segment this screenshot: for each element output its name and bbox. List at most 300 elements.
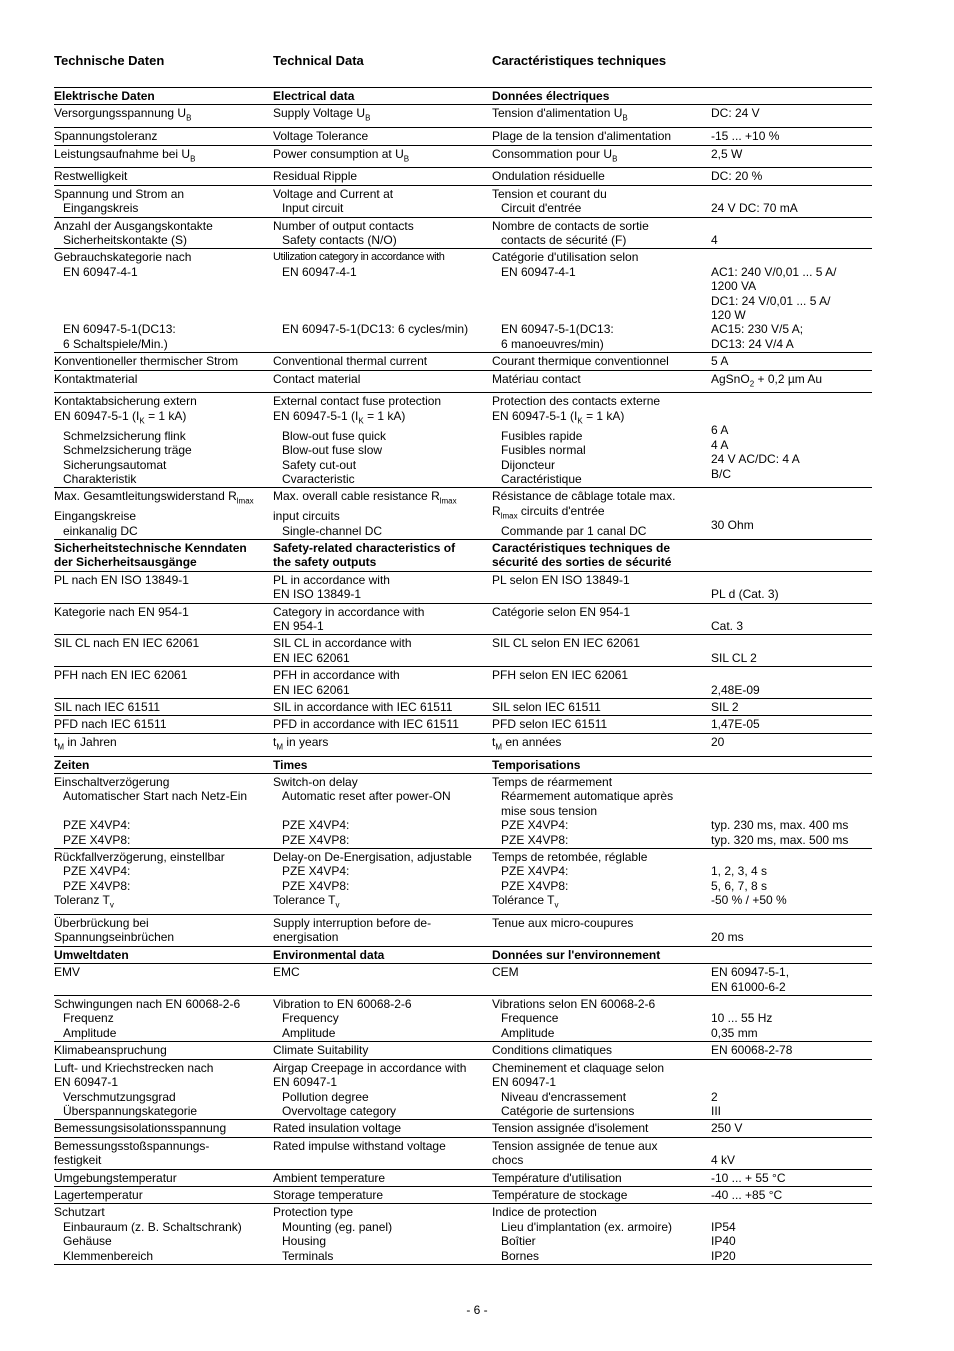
cell-german — [54, 488, 273, 540]
cell-line: Switch-on delay — [273, 775, 358, 789]
cell-line: Schwingungen nach EN 60068-2-6 — [54, 997, 241, 1012]
cell-line: Circuit d'entrée — [501, 201, 582, 216]
cell-english — [273, 128, 492, 145]
cell-german — [54, 1059, 273, 1120]
table-row — [54, 370, 872, 393]
cell-line — [273, 804, 492, 818]
cell-line: Boîtier — [501, 1234, 536, 1249]
cell-english — [273, 667, 492, 699]
cell-line: Courant thermique conventionnel — [492, 354, 669, 369]
cell-line: 0,35 mm — [711, 1025, 758, 1040]
cell-line: Toleranz $T_v$ — [54, 893, 114, 910]
table-row — [54, 185, 872, 217]
cell-german — [54, 128, 273, 145]
cell-line: Blow-out fuse quick — [282, 428, 387, 443]
cell-line: Safety contacts (N/O) — [282, 233, 397, 248]
cell-line: PZE X4VP8: — [501, 878, 569, 893]
cell-line: 10 ... 55 Hz — [711, 1011, 773, 1026]
cell-line: Caractéristiques techniques de — [492, 540, 671, 555]
cell-english — [273, 539, 492, 571]
cell-line: PFD selon IEC 61511 — [492, 717, 608, 732]
cell-line — [711, 636, 872, 650]
cell-line: DC1: 24 V/0,01 ... 5 A/ — [711, 293, 831, 308]
cell-line: AC1: 240 V/0,01 ... 5 A/ — [711, 264, 837, 279]
cell-line: EN 60947-4-1 — [501, 264, 576, 279]
cell-line: Supply Voltage $U_B$ — [273, 106, 371, 123]
cell-line: Housing — [282, 1234, 327, 1249]
cell-french — [492, 249, 711, 353]
cell-line: -10 ... + 55 °C — [711, 1170, 786, 1185]
cell-line: PFH in accordance with — [273, 668, 400, 683]
cell-line: PZE X4VP8: — [63, 878, 131, 893]
cell-french — [492, 849, 711, 915]
cell-german — [54, 1120, 273, 1137]
cell-line: EN IEC 62061 — [273, 682, 350, 697]
cell-line: Single-channel DC — [282, 523, 383, 538]
cell-line: Eingangskreise — [54, 509, 137, 524]
cell-line: Cvaracteristic — [282, 471, 355, 486]
cell-french — [492, 698, 711, 715]
cell-line: Sicherheitskontakte (S) — [63, 233, 188, 248]
cell-german — [54, 849, 273, 915]
table-row — [54, 1186, 872, 1203]
cell-line: Nombre de contacts de sortie — [492, 218, 649, 233]
cell-line: Airgap Creepage in accordance with — [273, 1060, 467, 1075]
cell-line: Amplitude — [282, 1025, 336, 1040]
cell-line: Caractéristique — [501, 471, 582, 486]
cell-german — [54, 733, 273, 756]
cell-english — [273, 915, 492, 947]
cell-line — [711, 187, 872, 201]
cell-line — [711, 409, 872, 423]
cell-line: Mounting (eg. panel) — [282, 1219, 393, 1234]
cell-line: Protection des contacts externe — [492, 394, 661, 409]
cell-english — [273, 1059, 492, 1120]
cell-line — [273, 279, 492, 293]
cell-line: EN 60947-1 — [273, 1075, 338, 1090]
cell-line: Catégorie selon EN 954-1 — [492, 604, 631, 619]
cell-line: Vibrations selon EN 60068-2-6 — [492, 997, 656, 1012]
cell-line — [711, 668, 872, 682]
cell-value — [711, 698, 872, 715]
cell-french — [492, 393, 711, 488]
cell-value — [711, 667, 872, 699]
cell-french — [492, 1120, 711, 1137]
cell-english — [273, 168, 492, 185]
cell-value — [711, 249, 872, 353]
cell-line: 1200 VA — [711, 279, 757, 294]
table-row — [54, 145, 872, 168]
cell-line: PZE X4VP4: — [282, 864, 350, 879]
cell-value — [711, 185, 872, 217]
cell-french — [492, 488, 711, 540]
cell-line: EN 60947-5-1(DC13: — [501, 322, 614, 337]
cell-french — [492, 756, 711, 773]
cell-line: DC: 20 % — [711, 169, 763, 184]
cell-line: Spannung und Strom an — [54, 186, 185, 201]
cell-line: PZE X4VP8: — [282, 832, 350, 847]
cell-value — [711, 1059, 872, 1120]
cell-line: EN ISO 13849-1 — [273, 587, 362, 602]
cell-line: Voltage Tolerance — [273, 129, 369, 144]
cell-line: Zeiten — [54, 757, 90, 772]
cell-line: 24 V DC: 70 mA — [711, 201, 798, 216]
table-row — [54, 996, 872, 1042]
cell-line: Température de stockage — [492, 1187, 628, 1202]
table-row — [54, 603, 872, 635]
cell-line: EN 60947-5-1 ($I_K = 1$ kA) — [54, 408, 187, 426]
cell-line: Schmelzsicherung flink — [63, 428, 186, 443]
cell-line: SIL CL in accordance with — [273, 636, 412, 651]
cell-line — [711, 573, 872, 587]
cell-french — [492, 370, 711, 393]
cell-line: EN 60947-4-1 — [63, 264, 138, 279]
cell-line: AgSnO$_2$ + 0,2 µm Au — [711, 371, 823, 389]
table-row — [54, 488, 872, 540]
cell-line: SIL CL 2 — [711, 650, 757, 665]
cell-line: Eingangskreis — [63, 201, 139, 216]
cell-line: PZE X4VP4: — [501, 818, 569, 833]
cell-line: Electrical data — [273, 89, 355, 103]
cell-line: Input circuit — [282, 201, 344, 216]
cell-german — [54, 915, 273, 947]
cell-french — [492, 996, 711, 1042]
cell-english — [273, 105, 492, 128]
cell-line: Température d'utilisation — [492, 1170, 622, 1185]
cell-german — [54, 105, 273, 128]
cell-line: SIL in accordance with IEC 61511 — [273, 699, 453, 714]
cell-line: Frequence — [501, 1011, 559, 1026]
cell-value — [711, 217, 872, 249]
cell-english — [273, 393, 492, 488]
cell-german — [54, 716, 273, 733]
cell-line: Temporisations — [492, 757, 581, 772]
cell-line: Spannungseinbrüchen — [54, 930, 175, 945]
cell-line: Dijoncteur — [501, 457, 556, 472]
cell-line: Spannungstoleranz — [54, 129, 158, 144]
table-row — [54, 1042, 872, 1059]
cell-line: Catégorie d'utilisation selon — [492, 250, 639, 265]
cell-line: Conventional thermal current — [273, 354, 428, 369]
cell-line: Luft- und Kriechstrecken nach — [54, 1060, 214, 1075]
cell-line: Fusibles normal — [501, 443, 586, 458]
cell-line: festigkeit — [54, 1153, 102, 1168]
heading-german: Technische Daten — [54, 53, 165, 68]
cell-line: 1,47E-05 — [711, 717, 760, 732]
cell-line: EN 60947-5-1(DC13: — [63, 322, 176, 337]
cell-line: Utilization category in accordance with — [273, 251, 445, 264]
section-header-row — [54, 539, 872, 571]
cell-line: Tolérance $T_v$ — [492, 893, 559, 910]
cell-value — [711, 488, 872, 540]
cell-english — [273, 185, 492, 217]
cell-line: 2,48E-09 — [711, 682, 760, 697]
cell-line: EN 60947-5-1, — [711, 965, 790, 980]
cell-line: CEM — [492, 965, 519, 980]
cell-line: PZE X4VP8: — [501, 832, 569, 847]
cell-value — [711, 88, 872, 105]
cell-line: Elektrische Daten — [54, 89, 155, 103]
cell-line: EN 60068-2-78 — [711, 1043, 793, 1058]
table-row — [54, 168, 872, 185]
cell-line: Storage temperature — [273, 1187, 384, 1202]
cell-english — [273, 1169, 492, 1186]
table-row — [54, 128, 872, 145]
heading-english: Technical Data — [273, 53, 364, 68]
cell-german — [54, 1169, 273, 1186]
cell-line: Verschmutzungsgrad — [63, 1089, 176, 1104]
cell-line: Umweltdaten — [54, 947, 129, 962]
cell-line: $t_M$ in years — [273, 734, 329, 752]
cell-value — [711, 964, 872, 996]
cell-line — [711, 541, 872, 555]
cell-line: Temps de réarmement — [492, 775, 613, 789]
cell-line: Delay-on De-Energisation, adjustable — [273, 850, 472, 865]
cell-french — [492, 1059, 711, 1120]
cell-line: Indice de protection — [492, 1205, 597, 1220]
cell-line: PZE X4VP4: — [501, 864, 569, 879]
cell-german — [54, 1186, 273, 1203]
cell-german — [54, 370, 273, 393]
cell-line — [711, 1139, 872, 1153]
cell-english — [273, 370, 492, 393]
section-header-row — [54, 88, 872, 105]
cell-english — [273, 249, 492, 353]
cell-line — [711, 1075, 872, 1089]
cell-french — [492, 145, 711, 168]
cell-english — [273, 145, 492, 168]
cell-line — [711, 250, 872, 264]
cell-line: Category in accordance with — [273, 604, 425, 619]
cell-line — [711, 1061, 872, 1075]
cell-line: Cheminement et claquage selon — [492, 1060, 665, 1075]
cell-line: 4 kV — [711, 1153, 736, 1168]
cell-value — [711, 1186, 872, 1203]
cell-value — [711, 128, 872, 145]
cell-french — [492, 964, 711, 996]
cell-german — [54, 88, 273, 105]
cell-line: Niveau d'encrassement — [501, 1089, 627, 1104]
cell-line: PFH nach EN IEC 62061 — [54, 668, 188, 683]
cell-french — [492, 1186, 711, 1203]
cell-line: External contact fuse protection — [273, 394, 442, 409]
cell-french — [492, 88, 711, 105]
table-row — [54, 915, 872, 947]
cell-line: 2,5 W — [711, 146, 743, 161]
cell-english — [273, 849, 492, 915]
cell-line: energisation — [273, 930, 339, 945]
cell-line: Catégorie de surtensions — [501, 1103, 635, 1118]
cell-line: 250 V — [711, 1121, 743, 1136]
cell-french — [492, 128, 711, 145]
cell-line: B/C — [711, 466, 732, 481]
cell-line: Tension et courant du — [492, 186, 607, 201]
cell-line — [711, 489, 872, 503]
cell-line — [711, 997, 872, 1011]
cell-french — [492, 1137, 711, 1169]
cell-value — [711, 145, 872, 168]
cell-german — [54, 996, 273, 1042]
cell-line: $t_M$ in Jahren — [54, 734, 117, 752]
cell-line: Überspannungskategorie — [63, 1103, 198, 1118]
cell-german — [54, 698, 273, 715]
cell-line: typ. 230 ms, max. 400 ms — [711, 818, 849, 833]
cell-line: Données électriques — [492, 89, 610, 103]
cell-line: Rated insulation voltage — [273, 1121, 402, 1136]
cell-line — [711, 89, 872, 103]
table-row — [54, 217, 872, 249]
cell-value — [711, 393, 872, 488]
cell-value — [711, 1042, 872, 1059]
cell-line: Power consumption at $U_B$ — [273, 146, 410, 163]
cell-french — [492, 1204, 711, 1265]
cell-german — [54, 145, 273, 168]
cell-line: Times — [273, 757, 308, 772]
cell-line: Ondulation résiduelle — [492, 169, 605, 184]
cell-line: 6 A — [711, 423, 729, 438]
section-header-row — [54, 946, 872, 963]
cell-line: Terminals — [282, 1248, 334, 1263]
cell-line — [273, 337, 492, 351]
cell-line: Réarmement automatique après — [501, 789, 674, 804]
cell-line: Cat. 3 — [711, 618, 744, 633]
cell-french — [492, 946, 711, 963]
cell-german — [54, 946, 273, 963]
cell-line: Données sur l'environnement — [492, 947, 661, 962]
cell-line: EN 60947-5-1 ($I_K = 1$ kA) — [492, 408, 625, 426]
cell-line: PZE X4VP4: — [63, 818, 131, 833]
technical-data-table — [54, 87, 872, 1265]
cell-line: Lieu d'implantation (ex. armoire) — [501, 1219, 673, 1234]
cell-line: -15 ... +10 % — [711, 129, 780, 144]
cell-line: Anzahl der Ausgangskontakte — [54, 218, 213, 233]
cell-value — [711, 1120, 872, 1137]
cell-line: PZE X4VP8: — [282, 878, 350, 893]
cell-line: DC: 24 V — [711, 106, 760, 121]
cell-english — [273, 88, 492, 105]
cell-line: 6 Schaltspiele/Min.) — [63, 336, 168, 351]
cell-line: Residual Ripple — [273, 169, 358, 184]
cell-line: EMV — [54, 965, 81, 980]
cell-line: IP54 — [711, 1219, 736, 1234]
cell-value — [711, 849, 872, 915]
cell-value — [711, 774, 872, 849]
cell-line — [711, 1205, 872, 1219]
cell-line: Sicherheitstechnische Kenndaten — [54, 540, 247, 555]
cell-english — [273, 1186, 492, 1203]
cell-line — [273, 294, 492, 308]
cell-value — [711, 571, 872, 603]
cell-german — [54, 353, 273, 370]
cell-line: Safety-related characteristics of — [273, 540, 456, 555]
cell-german — [54, 756, 273, 773]
cell-line: Konventioneller thermischer Strom — [54, 354, 239, 369]
cell-line — [54, 294, 273, 308]
cell-line: Kontaktmaterial — [54, 371, 138, 386]
table-row — [54, 849, 872, 915]
cell-line — [711, 605, 872, 619]
cell-german — [54, 1137, 273, 1169]
cell-german — [54, 964, 273, 996]
cell-line: Bemessungsstoßspannungs- — [54, 1138, 210, 1153]
cell-english — [273, 964, 492, 996]
table-row — [54, 1059, 872, 1120]
cell-line: Kontaktabsicherung extern — [54, 394, 197, 409]
cell-french — [492, 915, 711, 947]
cell-line: 24 V AC/DC: 4 A — [711, 452, 800, 467]
cell-line: Sicherungsautomat — [63, 457, 167, 472]
table-row — [54, 249, 872, 353]
cell-line — [711, 948, 872, 962]
cell-line: EN 60947-5-1(DC13: 6 cycles/min) — [282, 322, 469, 337]
cell-line: Résistance de câblage totale max. — [492, 489, 676, 504]
cell-german — [54, 635, 273, 667]
cell-line: SIL 2 — [711, 699, 739, 714]
cell-german — [54, 168, 273, 185]
cell-line: PL selon EN ISO 13849-1 — [492, 572, 630, 587]
cell-line: 5 A — [711, 354, 729, 369]
cell-line: Charakteristik — [63, 471, 137, 486]
cell-line: mise sous tension — [501, 803, 598, 818]
cell-value — [711, 635, 872, 667]
cell-line: Automatic reset after power-ON — [282, 789, 451, 804]
cell-line: SIL nach IEC 61511 — [54, 699, 161, 714]
cell-english — [273, 946, 492, 963]
cell-english — [273, 774, 492, 849]
page-number: - 6 - — [466, 1303, 488, 1317]
cell-line: Number of output contacts — [273, 218, 414, 233]
cell-french — [492, 168, 711, 185]
cell-french — [492, 353, 711, 370]
cell-value — [711, 370, 872, 393]
cell-line: Tolerance $T_v$ — [273, 893, 340, 910]
cell-french — [492, 539, 711, 571]
cell-line: Overvoltage category — [282, 1103, 397, 1118]
cell-line — [711, 504, 872, 518]
cell-line: Rückfallverzögerung, einstellbar — [54, 850, 225, 865]
cell-line: EN 61000-6-2 — [711, 979, 786, 994]
cell-line: -40 ... +85 °C — [711, 1187, 783, 1202]
cell-french — [492, 733, 711, 756]
cell-line — [711, 219, 872, 233]
table-row — [54, 105, 872, 128]
cell-line: Kategorie nach EN 954-1 — [54, 604, 189, 619]
cell-line: Einbauraum (z. B. Schaltschrank) — [63, 1219, 242, 1234]
cell-line: PZE X4VP4: — [63, 864, 131, 879]
cell-german — [54, 1204, 273, 1265]
cell-line: 2 — [711, 1089, 718, 1104]
cell-line: Voltage and Current at — [273, 186, 394, 201]
cell-line: the safety outputs — [273, 555, 377, 570]
table-row — [54, 698, 872, 715]
cell-line: SIL selon IEC 61511 — [492, 699, 601, 714]
cell-line: chocs — [492, 1153, 524, 1168]
cell-value — [711, 105, 872, 128]
cell-line — [54, 804, 273, 818]
cell-line: 1, 2, 3, 4 s — [711, 864, 768, 879]
cell-line — [711, 850, 872, 864]
cell-line: 4 — [711, 233, 718, 248]
cell-line: 30 Ohm — [711, 518, 754, 533]
cell-line: Conditions climatiques — [492, 1043, 613, 1058]
cell-line: Safety cut-out — [282, 457, 357, 472]
cell-line: IP40 — [711, 1234, 736, 1249]
table-row — [54, 635, 872, 667]
cell-line: IP20 — [711, 1248, 736, 1263]
table-row — [54, 1169, 872, 1186]
cell-line: sécurité des sorties de sécurité — [492, 555, 672, 570]
cell-line: Lagertemperatur — [54, 1187, 143, 1202]
